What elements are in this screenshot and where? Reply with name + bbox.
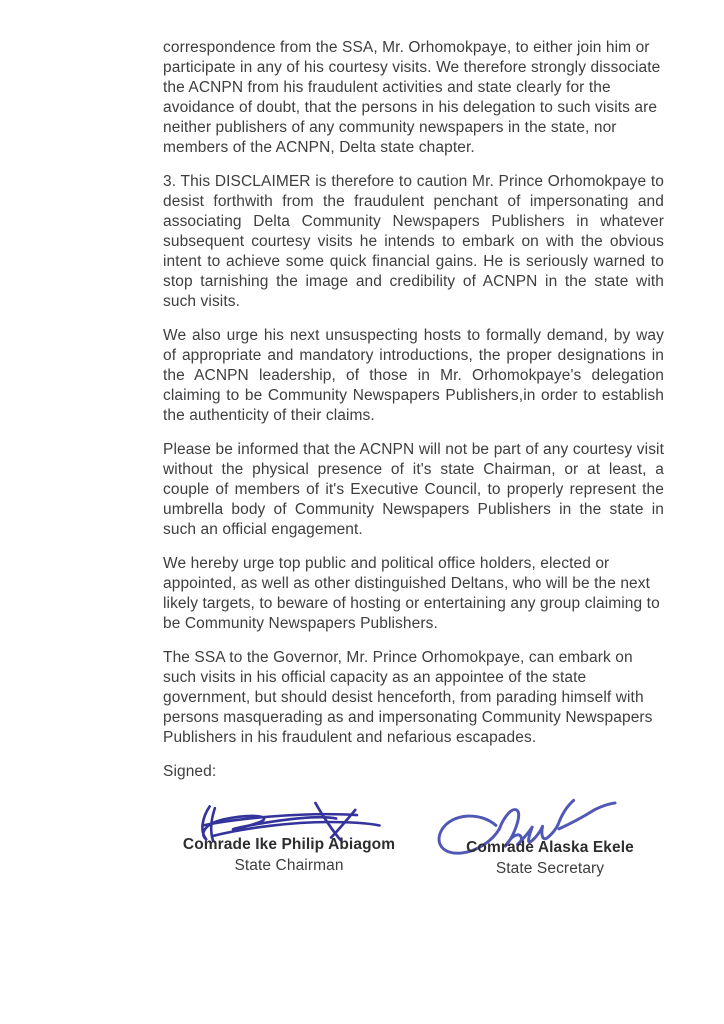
paragraph-courtesy-visit-policy: Please be informed that the ACNPN will not be part of any courtesy visit without the physical presence of it's state Chairman, or at least, a couple of members of it's Executive Council, to properly represent the umbrella body of Community Newspapers Publishers in the state in such an official engagement. (163, 441, 664, 538)
paragraph-urge-hosts: We also urge his next unsuspecting hosts to formally demand, by way of appropriate and mandatory introductions, the proper designations in the ACNPN leadership, of those in Mr. Orhomokpaye's delegation claiming to be Community Newspapers Publishers,in order to establish the authenticity of their claims. (163, 327, 664, 424)
paragraph-disclaimer-caution: 3. This DISCLAIMER is therefore to caution Mr. Prince Orhomokpaye to desist forthwith from the fraudulent penchant of impersonating and associating Delta Community Newspapers Publishers in whatever subsequent courtesy visits he intends to embark on with the obvious intent to achieve some quick financial gains. He is seriously warned to stop tarnishing the image and credibility of ACNPN in the state with such visits. (163, 173, 664, 310)
paragraph-warning-office-holders: We hereby urge top public and political office holders, elected or appointed, as well as other distinguished Deltans, who will be the next likely targets, to beware of hosting or entertaining any group claiming to be Community Newspapers Publishers. (163, 555, 660, 632)
signed-label: Signed: (163, 763, 217, 780)
letter-body (163, 38, 664, 878)
signatory-title: State Secretary (495, 860, 605, 877)
signatory-secretary (436, 796, 664, 878)
paragraph-correspondence: correspondence from the SSA, Mr. Orhomokpaye, to either join him or participate in any of his courtesy visits. We therefore strongly dissociate the ACNPN from his fraudulent activities and state clearly for the avoidance of doubt, that the persons in his delegation to such visits are neither publishers of any community newspapers in the state, nor members of the ACNPN, Delta state chapter. (163, 39, 661, 156)
signatory-title: State Chairman (234, 857, 344, 874)
paragraph-ssa-official-capacity: The SSA to the Governor, Mr. Prince Orhomokpaye, can embark on such visits in his official capacity as an appointee of the state government, but should desist henceforth, from parading himself with persons masquerading as and impersonating Community Newspapers Publishers in his fraudulent and nefarious escapades. (163, 649, 653, 746)
signature-block (163, 796, 664, 878)
signatory-name: Comrade Alaska Ekele (466, 839, 634, 856)
signatory-name: Comrade Ike Philip Abiagom (182, 836, 396, 853)
signatory-chairman (163, 796, 415, 878)
